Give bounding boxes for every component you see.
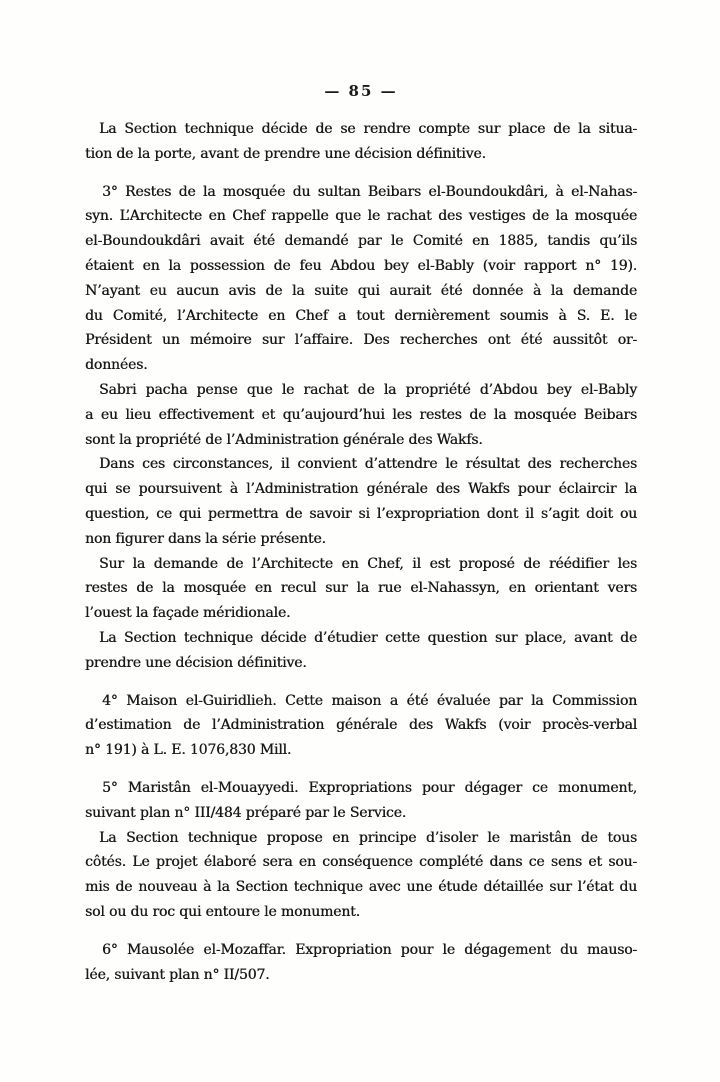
paragraph-10 (85, 938, 637, 988)
page-number: — 85 — (324, 82, 398, 100)
text-line: côtés. Le projet élaboré sera en conséquence complété dans ce sens et sou- (85, 854, 637, 871)
text-block (85, 117, 637, 987)
paragraph-2 (85, 180, 637, 378)
paragraph-9 (85, 826, 637, 925)
text-line: du Comité, l’Architecte en Chef a tout dernièrement soumis à S. E. le (85, 307, 637, 324)
text-line: N’ayant eu aucun avis de la suite qui aurait été donnée à la demande (85, 282, 637, 299)
text-line: La Section technique propose en principe d’isoler le maristân de tous (99, 829, 637, 846)
text-line: tion de la porte, avant de prendre une décision définitive. (85, 145, 486, 162)
text-line: el-Boundoukdâri avait été demandé par le Comité en 1885, tandis qu’ils (85, 233, 637, 250)
text-line: 4° Maison el-Guiridlieh. Cette maison a été évaluée par la Commission (102, 692, 637, 709)
text-line: La Section technique décide de se rendre compte sur place de la situa- (99, 121, 637, 137)
paragraph-4 (85, 452, 637, 551)
text-line: Sabri pacha pense que le rachat de la propriété d’Abdou bey el-Bably (99, 381, 637, 398)
text-line: non figurer dans la série présente. (85, 530, 326, 547)
text-line: d’estimation de l’Administration générale des Wakfs (voir procès-verbal (85, 717, 637, 734)
text-line: 3° Restes de la mosquée du sultan Beibars el-Boundoukdâri, à el-Nahas- (102, 183, 637, 200)
text-line: sol ou du roc qui entoure le monument. (85, 903, 360, 920)
paragraph-7 (85, 689, 637, 763)
text-line: question, ce qui permettra de savoir si l’expropriation dont il s’agit doit ou (85, 505, 637, 522)
text-line: sont la propriété de l’Administration générale des Wakfs. (85, 431, 483, 448)
paragraph-3 (85, 378, 637, 452)
text-line: lée, suivant plan n° II/507. (85, 966, 270, 983)
text-line: données. (85, 357, 148, 374)
text-line: qui se poursuivent à l’Administration générale des Wakfs pour éclaircir la (85, 481, 637, 498)
text-line: La Section technique décide d’étudier cette question sur place, avant de (99, 629, 637, 646)
text-line: syn. L’Architecte en Chef rappelle que le rachat des vestiges de la mosquée (85, 208, 637, 225)
text-line: Dans ces circonstances, il convient d’attendre le résultat des recherches (99, 456, 637, 473)
text-line: a eu lieu effectivement et qu’aujourd’hui les restes de la mosquée Beibars (85, 406, 637, 423)
text-line: 5° Maristân el-Mouayyedi. Expropriations pour dégager ce monument, (102, 779, 637, 796)
text-line: n° 191) à L. E. 1076,830 Mill. (85, 742, 292, 759)
text-line: l’ouest la façade méridionale. (85, 605, 291, 622)
text-line: prendre une décision définitive. (85, 654, 307, 671)
text-line: restes de la mosquée en recul sur la rue el-Nahassyn, en orientant vers (85, 580, 637, 597)
paragraph-8 (85, 776, 637, 826)
text-line: Sur la demande de l’Architecte en Chef, il est proposé de réédifier les (99, 555, 637, 572)
paragraph-6 (85, 626, 637, 676)
text-line: Président un mémoire sur l’affaire. Des recherches ont été aussitôt or- (85, 332, 637, 349)
text-line: 6° Mausolée el-Mozaffar. Expropriation pour le dégagement du mauso- (102, 941, 637, 958)
paragraph-1 (85, 117, 637, 167)
paragraph-5 (85, 552, 637, 626)
text-line: suivant plan n° III/484 préparé par le Service. (85, 804, 407, 821)
text-line: étaient en la possession de feu Abdou bey el-Bably (voir rapport n° 19). (85, 257, 637, 274)
text-line: mis de nouveau à la Section technique avec une étude détaillée sur l’état du (85, 879, 637, 896)
